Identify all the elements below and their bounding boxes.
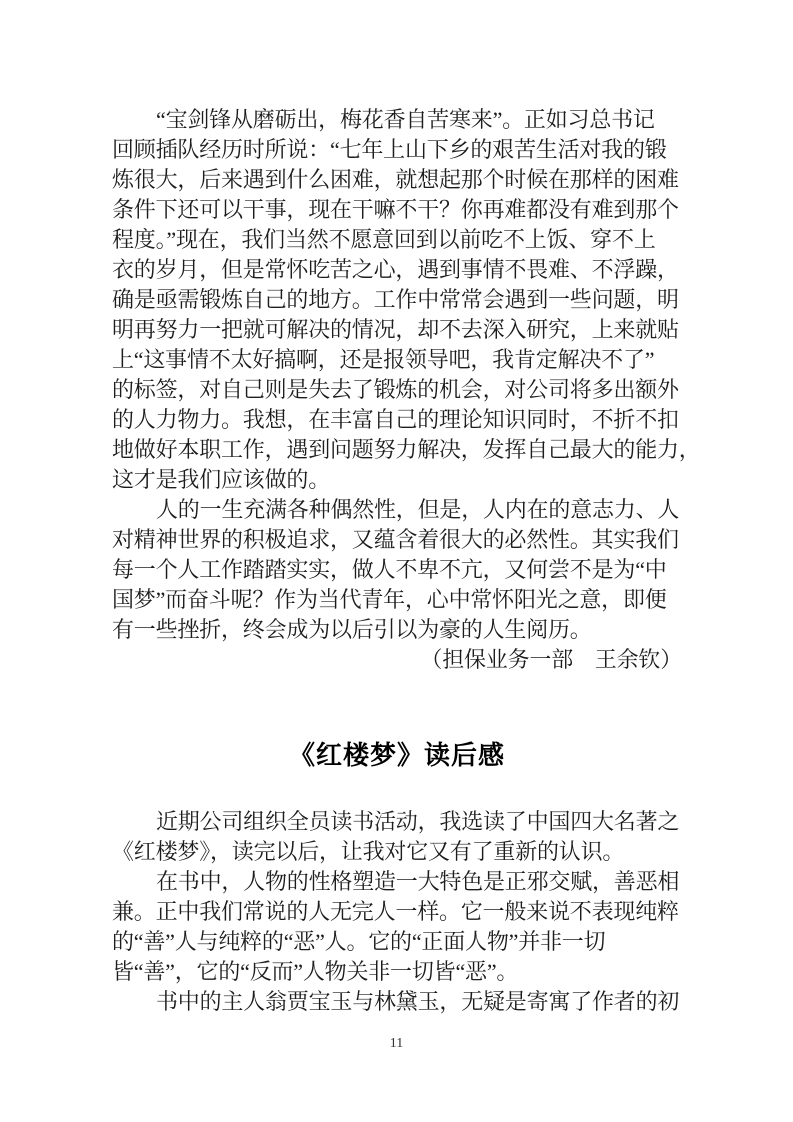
attribution-line: （担保业务一部 王余钦） (420, 647, 682, 672)
text-line: 近期公司组织全员读书活动，我选读了中国四大名著之 (156, 809, 680, 834)
text-line: 《红楼梦》，读完以后，让我对它又有了重新的认识。 (112, 839, 625, 864)
paragraph (112, 807, 682, 867)
text-line: 的“善”人与纯粹的“恶”人。它的“正面人物”并非一切 (112, 929, 606, 954)
text-line: 回顾插队经历时所说：“七年上山下乡的艰苦生活对我的锻 (112, 137, 667, 162)
text-line: 每一个人工作踏踏实实，做人不卑不亢，又何尝不是为“中 (112, 557, 667, 582)
text-line: 条件下还可以干事，现在干嘛不干？你再难都没有难到那个 (112, 197, 679, 222)
text-line: 人的一生充满各种偶然性，但是，人内在的意志力、人 (156, 497, 680, 522)
essay-title: 《红楼梦》读后感 (288, 740, 505, 770)
paragraph (112, 105, 701, 495)
text-line: 程度。”现在，我们当然不愿意回到以前吃不上饭、穿不上 (112, 227, 656, 252)
text-line: 对精神世界的积极追求，又蕴含着很大的必然性。其实我们 (112, 527, 679, 552)
text-line: 在书中，人物的性格塑造一大特色是正邪交赋，善恶相 (156, 869, 680, 894)
text-line: 明再努力一把就可解决的情况，却不去深入研究，上来就贴 (112, 317, 679, 342)
text-line: 皆“善”，它的“反而”人物关非一切皆“恶”。 (112, 959, 519, 984)
paragraph (112, 495, 682, 645)
paragraph (112, 987, 682, 1017)
text-line: “宝剑锋从磨砺出，梅花香自苦寒来”。正如习总书记 (156, 107, 655, 132)
text-line: 的标签，对自己则是失去了锻炼的机会，对公司将多出额外 (112, 377, 679, 402)
text-line: 确是亟需锻炼自己的地方。工作中常常会遇到一些问题，明 (112, 287, 679, 312)
text-line: 的人力物力。我想，在丰富自己的理论知识同时，不折不扣 (112, 407, 679, 432)
text-line: 炼很大，后来遇到什么困难，就想起那个时候在那样的困难 (112, 167, 679, 192)
text-line: 地做好本职工作，遇到问题努力解决，发挥自己最大的能力， (112, 437, 701, 462)
essay-career-reflection (112, 105, 701, 675)
text-line: 衣的岁月，但是常怀吃苦之心，遇到事情不畏难、不浮躁， (112, 257, 679, 282)
page-number: 11 (389, 1036, 404, 1051)
document-content (112, 105, 701, 1017)
text-line: 有一些挫折，终会成为以后引以为豪的人生阅历。 (112, 617, 592, 642)
text-line: 这才是我们应该做的。 (112, 467, 331, 492)
text-line: 上“这事情不太好搞啊，还是报领导吧，我肯定解决不了” (112, 347, 655, 372)
text-line: 国梦”而奋斗呢？作为当代青年，心中常怀阳光之意，即便 (112, 587, 667, 612)
text-line: 兼。正中我们常说的人无完人一样。它一般来说不表现纯粹 (112, 899, 679, 924)
paragraph (112, 867, 682, 987)
text-line: 书中的主人翁贾宝玉与林黛玉，无疑是寄寓了作者的初 (156, 989, 680, 1014)
essay-hongloumeng-review (112, 807, 682, 1017)
